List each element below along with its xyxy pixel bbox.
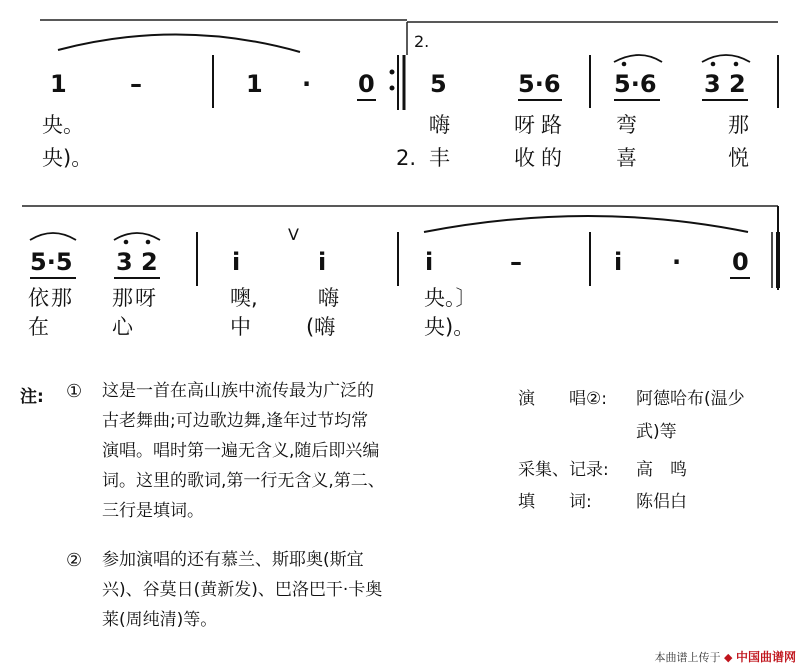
slur [30, 233, 76, 240]
dash: – [510, 248, 522, 276]
note-line: 这是一首在高山族中流传最为广泛的 [102, 381, 374, 401]
rest: 0 [732, 248, 749, 276]
lyric: 嗨 [318, 286, 339, 310]
rest: 0 [358, 70, 375, 98]
credit-collector [518, 455, 687, 480]
note-line: 古老舞曲;可边歌边舞,逢年过节均常 [102, 411, 369, 431]
note: 3 2 [116, 248, 158, 276]
note: 3 2 [704, 70, 746, 98]
credit-value: 高 鸣 [636, 460, 687, 480]
note: 5·6 [614, 70, 657, 98]
lyric: 噢, [230, 286, 258, 310]
note-1-text [102, 376, 492, 526]
lyric: 喜 [616, 146, 637, 170]
note: 5 [430, 70, 447, 98]
verse-number: 2. [396, 146, 417, 170]
octave-dot [711, 62, 716, 67]
note-line: 演唱。唱时第一遍无含义,随后即兴编 [102, 441, 380, 461]
lyric: 中 [230, 315, 251, 339]
note-2-text [102, 545, 492, 635]
lyric: 弯 [616, 113, 637, 137]
note: i [232, 248, 241, 276]
credit-label: 演 唱②: [518, 389, 607, 409]
octave-dot [124, 240, 129, 245]
lyric: 央)。 [424, 315, 475, 339]
watermark-logo-icon: ◆ [724, 651, 733, 664]
note-line: 词。这里的歌词,第一行无含义,第二、 [102, 471, 385, 491]
credit-lyricist [518, 487, 687, 512]
lyric: 那 [728, 113, 749, 137]
note: i [614, 248, 623, 276]
note-2-marker: ② [66, 550, 83, 571]
lyric: 悦 [728, 146, 749, 170]
site-watermark [655, 648, 796, 665]
watermark-brand: 中国曲谱网 [735, 650, 796, 664]
lyric: 收的 [514, 146, 568, 170]
note: 1 [246, 70, 263, 98]
slur [114, 233, 160, 240]
credit-label: 填 词: [518, 492, 592, 512]
note: 5·5 [30, 248, 73, 276]
lyric: 在 [28, 315, 49, 339]
dot: · [672, 248, 682, 276]
breath-mark: V [288, 225, 299, 244]
credit-value: 武)等 [636, 422, 677, 442]
note: i [318, 248, 327, 276]
slur [58, 34, 300, 52]
note-1-marker: ① [66, 381, 83, 402]
note: 1 [50, 70, 67, 98]
note-line: 三行是填词。 [102, 501, 204, 521]
lyric: 央。〕 [424, 286, 477, 310]
note-line: 参加演唱的还有慕兰、斯耶奥(斯宜 [102, 550, 364, 570]
lyric: 嗨 [429, 113, 450, 137]
lyric: 心 [112, 315, 133, 339]
watermark-prefix: 本曲谱上传于 [654, 651, 721, 664]
credit-singer [518, 384, 745, 409]
lyric: 丰 [429, 146, 450, 170]
repeat-dot [390, 86, 395, 91]
repeat-dot [390, 70, 395, 75]
slur [614, 55, 662, 62]
lyric: 依那 [28, 286, 74, 310]
lyric: 那呀 [112, 286, 158, 310]
credit-value: 阿德哈布(温少 [636, 389, 745, 409]
note-line: 莱(周纯清)等。 [102, 610, 218, 630]
dot: · [302, 70, 312, 98]
octave-dot [734, 62, 739, 67]
lyric: 呀路 [514, 113, 568, 137]
note: 5·6 [518, 70, 561, 98]
notes-label: 注: [20, 387, 44, 407]
note-line: 兴)、谷莫日(黄新发)、巴洛巴干·卡奥 [102, 580, 383, 600]
lyric: 央)。 [42, 146, 93, 170]
slur [424, 216, 748, 232]
lyric: (嗨 [306, 315, 336, 339]
lyric: 央。 [42, 113, 84, 137]
credit-value: 陈侣白 [636, 492, 687, 512]
credit-singer-cont [518, 417, 677, 442]
dash: – [130, 70, 142, 98]
octave-dot [146, 240, 151, 245]
note: i [425, 248, 434, 276]
slur [702, 55, 750, 62]
volta-2-label: 2. [414, 32, 430, 51]
octave-dot [622, 62, 627, 67]
credit-label: 采集、记录: [518, 460, 609, 480]
